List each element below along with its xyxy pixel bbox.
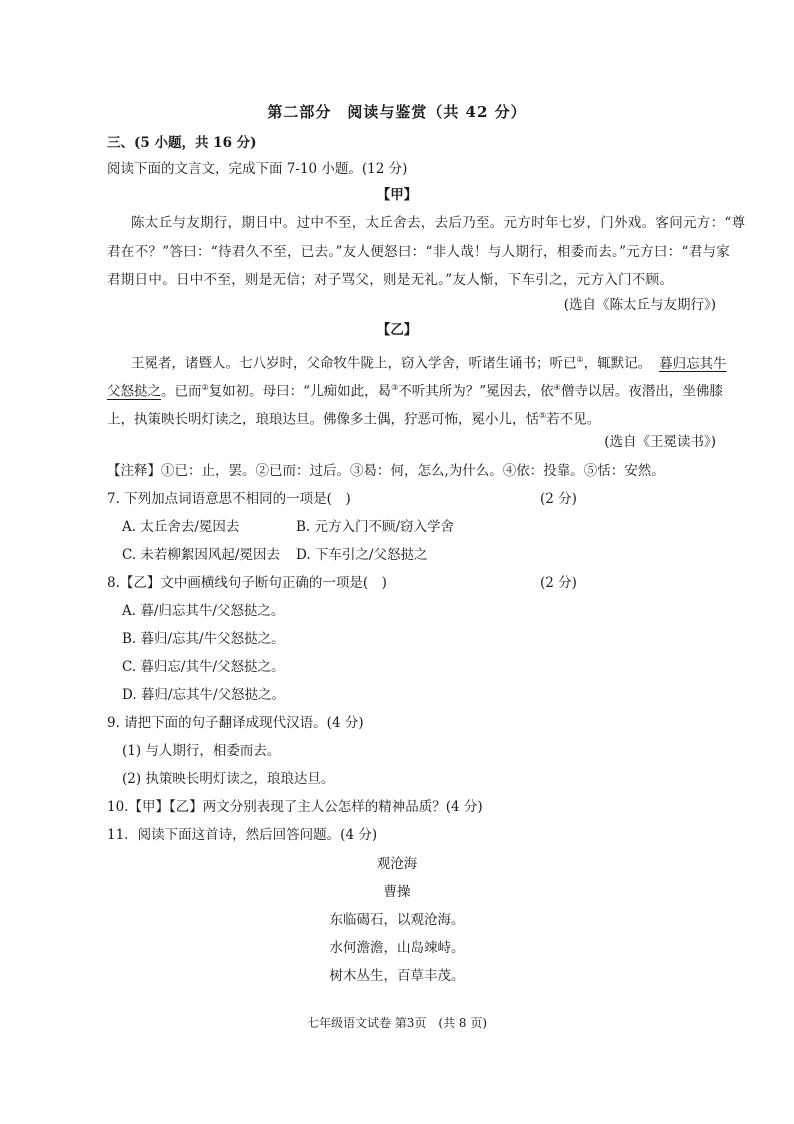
poem-title: 观沧海 bbox=[376, 856, 418, 872]
footnote-mark: ① bbox=[576, 355, 584, 364]
poem-line-1: 东临碣石，以观沧海。 bbox=[329, 912, 465, 928]
section-intro: 阅读下面的文言文，完成下面 7-10 小题。(12 分) bbox=[107, 161, 408, 177]
passage-b-label: 【乙】 bbox=[376, 322, 418, 338]
q8-option-d: D. 暮归/忘其牛/父怒挞之。 bbox=[122, 687, 286, 703]
q8-option-a: A. 暮/归忘其牛/父怒挞之。 bbox=[122, 603, 285, 619]
q7-points: (2 分) bbox=[540, 491, 577, 507]
footnote-mark: ② bbox=[201, 383, 209, 392]
passage-b-line-1 bbox=[131, 351, 727, 373]
q7-option-c: C. 未若柳絮因风起/冕因去 bbox=[122, 547, 280, 563]
poem-author: 曹操 bbox=[383, 884, 411, 900]
passage-a-label: 【甲】 bbox=[376, 187, 418, 203]
q11-stem: 11．阅读下面这首诗，然后回答问题。(4 分) bbox=[107, 827, 378, 843]
passage-b-text: 复如初。母曰：“儿痴如此，曷 bbox=[208, 383, 392, 400]
passage-b-text: 若不见。 bbox=[546, 411, 601, 428]
poem-line-3: 树木丛生，百草丰茂。 bbox=[329, 968, 465, 984]
part-title: 第二部分 阅读与鉴赏（共 42 分） bbox=[267, 103, 527, 121]
q7-option-b: B. 元方入门不顾/窃入学舍 bbox=[296, 519, 455, 535]
q7-stem: 7. 下列加点词语意思不相同的一项是( ) bbox=[107, 491, 351, 507]
passage-b-text: 上，执策映长明灯读之，琅琅达旦。佛像多土偶，狞恶可怖，冕小儿，恬 bbox=[107, 411, 539, 428]
q9-sentence-2: (2) 执策映长明灯读之，琅琅达旦。 bbox=[122, 771, 335, 787]
q8-stem: 8.【乙】文中画横线句子断句正确的一项是( ) bbox=[107, 575, 387, 591]
passage-b-text: 王冕者，诸暨人。七八岁时，父命牧牛陇上，窃入学舍，听诸生诵书；听已 bbox=[131, 355, 577, 372]
underlined-sentence: 父怒挞之 bbox=[107, 383, 161, 400]
underlined-sentence: 暮归忘其牛 bbox=[659, 355, 727, 372]
footnote-mark: ⑤ bbox=[539, 411, 547, 420]
q8-option-c: C. 暮归忘/其牛/父怒挞之。 bbox=[122, 659, 285, 675]
section-heading: 三、(5 小题，共 16 分) bbox=[107, 135, 257, 151]
passage-a-line-2: 君在不？”答曰：“待君久不至，已去。”友人便怒曰：“非人哉！与人期行，相委而去。”元方曰：“君与家 bbox=[107, 244, 731, 260]
passage-a-line-3: 君期日中。日中不至，则是无信；对子骂父，则是无礼。”友人惭，下车引之，元方入门不顾。 bbox=[107, 272, 674, 288]
passage-b-line-3 bbox=[107, 407, 600, 429]
q7-option-d: D. 下车引之/父怒挞之 bbox=[296, 547, 428, 563]
q9-stem: 9. 请把下面的句子翻译成现代汉语。(4 分) bbox=[107, 715, 364, 731]
q8-option-b: B. 暮归/忘其/牛父怒挞之。 bbox=[122, 631, 285, 647]
q9-sentence-1: (1) 与人期行，相委而去。 bbox=[122, 743, 281, 759]
passage-b-source: (选自《王冕读书》) bbox=[604, 434, 716, 450]
poem-line-2: 水何澹澹，山岛竦峙。 bbox=[329, 940, 465, 956]
passage-a-line-1: 陈太丘与友期行，期日中。过中不至，太丘舍去，去后乃至。元方时年七岁，门外戏。客问元方：“尊 bbox=[131, 215, 746, 231]
passage-b-text: 不听其所为？”冕因去，依 bbox=[398, 383, 554, 400]
q8-points: (2 分) bbox=[540, 575, 577, 591]
page-footer: 七年级语文试卷 第3页 (共 8 页) bbox=[306, 1016, 488, 1030]
annotations: 【注释】①已：止，罢。②已而：过后。③曷：何，怎么,为什么。④依：投靠。⑤恬：安然。 bbox=[107, 463, 665, 479]
passage-b-text: ，辄默记。 bbox=[583, 355, 652, 372]
passage-a-source: (选自《陈太丘与友期行》) bbox=[563, 297, 716, 313]
footnote-mark: ④ bbox=[553, 383, 561, 392]
q10-stem: 10.【甲】【乙】两文分别表现了主人公怎样的精神品质？(4 分) bbox=[107, 799, 483, 815]
passage-b-text: 僧寺以居。夜潜出，坐佛膝 bbox=[560, 383, 723, 400]
q7-option-a: A. 太丘舍去/冕因去 bbox=[122, 519, 240, 535]
passage-b-line-2 bbox=[107, 379, 723, 401]
passage-b-text: 。已而 bbox=[161, 383, 202, 400]
footnote-mark: ③ bbox=[391, 383, 399, 392]
